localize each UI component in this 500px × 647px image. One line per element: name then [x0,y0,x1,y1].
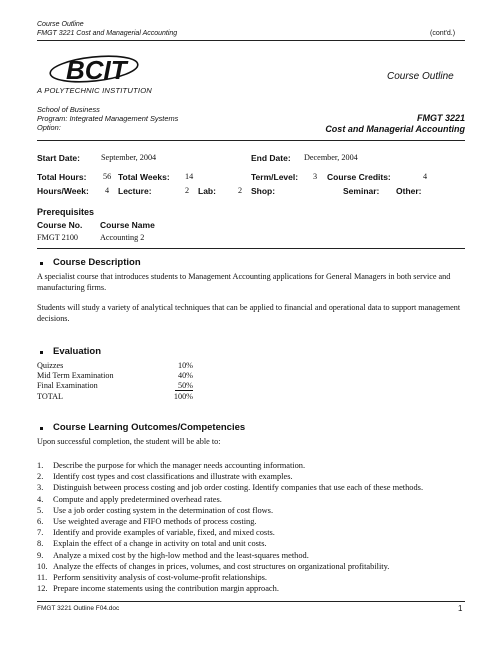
outcomes-list [37,460,423,594]
course-credits-value: 4 [423,172,428,181]
title-rule [37,140,465,141]
lab-label: Lab: [198,186,216,196]
prereq-rule [37,248,465,249]
logo-tagline: A POLYTECHNIC INSTITUTION [37,86,152,95]
list-item: 9. Analyze a mixed cost by the high-low method and the least-squares method. [37,550,309,560]
seminar-label: Seminar: [343,186,380,196]
total-weeks-value: 14 [185,172,194,181]
start-date-value: September, 2004 [101,153,157,162]
list-item: 6. Use weighted average and FIFO methods of process costing. [37,517,257,527]
description-bullet-icon [40,262,43,265]
evaluation-bullet-icon [40,351,43,354]
course-code: FMGT 3221 [416,113,465,123]
eval-total-value: 100% [173,392,193,401]
list-item: 11. Perform sensitivity analysis of cost-volume-profit relationships. [37,573,267,583]
school-name: School of Business [37,105,100,114]
prerequisites-title: Prerequisites [37,207,95,217]
course-credits-label: Course Credits: [327,172,391,182]
hours-week-value: 4 [105,186,110,195]
end-date-label: End Date: [251,153,291,163]
footer-rule [37,601,465,602]
prereq-col-course-name: Course Name [100,220,155,230]
eval-item-value: 40% [177,371,193,380]
total-hours-label: Total Hours: [37,172,87,182]
prereq-col-course-no: Course No. [37,220,83,230]
list-item: 7. Identify and provide examples of variable, fixed, and mixed costs. [37,528,275,538]
running-header-course: FMGT 3221 Cost and Managerial Accounting [37,30,178,37]
list-item: 2. Identify cost types and cost classifications and illustrate with examples. [37,472,293,482]
list-item: 3. Distinguish between process costing and job order costing. Identify companies that use each of these methods. [37,483,424,493]
list-item: 12. Prepare income statements using the contribution margin approach. [37,584,279,594]
outcomes-bullet-icon [40,427,43,430]
start-date-label: Start Date: [37,153,80,163]
hours-week-label: Hours/Week: [37,186,89,196]
term-level-label: Term/Level: [251,172,299,182]
doc-type: Course Outline [387,71,454,82]
end-date-value: December, 2004 [304,153,358,162]
option-label: Option: [37,123,61,132]
shop-label: Shop: [251,186,276,196]
total-weeks-label: Total Weeks: [118,172,170,182]
outcomes-intro: Upon successful completion, the student will be able to: [37,437,221,446]
description-paragraph-2: Students will study a variety of analytical techniques that can be applied to financial and operational data to support management decisions. [37,303,461,323]
lab-value: 2 [238,186,243,195]
page-number: 1 [458,604,463,613]
running-header-continued: (cont'd.) [430,30,456,37]
header-rule [37,40,465,41]
program-name: Program: Integrated Management Systems [37,114,179,123]
eval-total-label: TOTAL [37,392,64,401]
list-item: 5. Use a job order costing system in the determination of cost flows. [37,505,274,515]
prereq-course-no: FMGT 2100 [37,233,79,242]
lecture-label: Lecture: [118,186,152,196]
list-item: 10. Analyze the effects of changes in prices, volumes, and cost structures on organizational profitability. [37,561,390,571]
evaluation-title: Evaluation [53,346,102,357]
term-level-value: 3 [313,172,318,181]
eval-item-value: 10% [177,361,193,370]
outcomes-title: Course Learning Outcomes/Competencies [53,422,246,433]
prereq-course-name: Accounting 2 [100,233,145,242]
description-paragraph-1: A specialist course that introduces students to Management Accounting applications for General Managers in both service and manufacturing firms. [37,272,451,292]
description-title: Course Description [53,257,141,268]
list-item: 1. Describe the purpose for which the manager needs accounting information. [37,461,306,470]
eval-item-value: 50% [175,381,193,391]
running-header-title: Course Outline [37,21,84,28]
list-item: 8. Explain the effect of a change in activity on total and unit costs. [37,539,267,549]
eval-item-label: Quizzes [37,361,64,370]
list-item: 4. Compute and apply predetermined overhead rates. [37,494,222,504]
eval-item-label: Final Examination [37,381,98,390]
lecture-value: 2 [185,186,190,195]
logo-text: BCIT [66,55,127,85]
total-hours-value: 56 [103,172,112,181]
other-label: Other: [396,186,422,196]
footer-filename: FMGT 3221 Outline F04.doc [37,605,120,612]
bcit-logo [40,52,140,86]
course-title: Cost and Managerial Accounting [325,124,465,134]
eval-item-label: Mid Term Examination [37,371,114,380]
